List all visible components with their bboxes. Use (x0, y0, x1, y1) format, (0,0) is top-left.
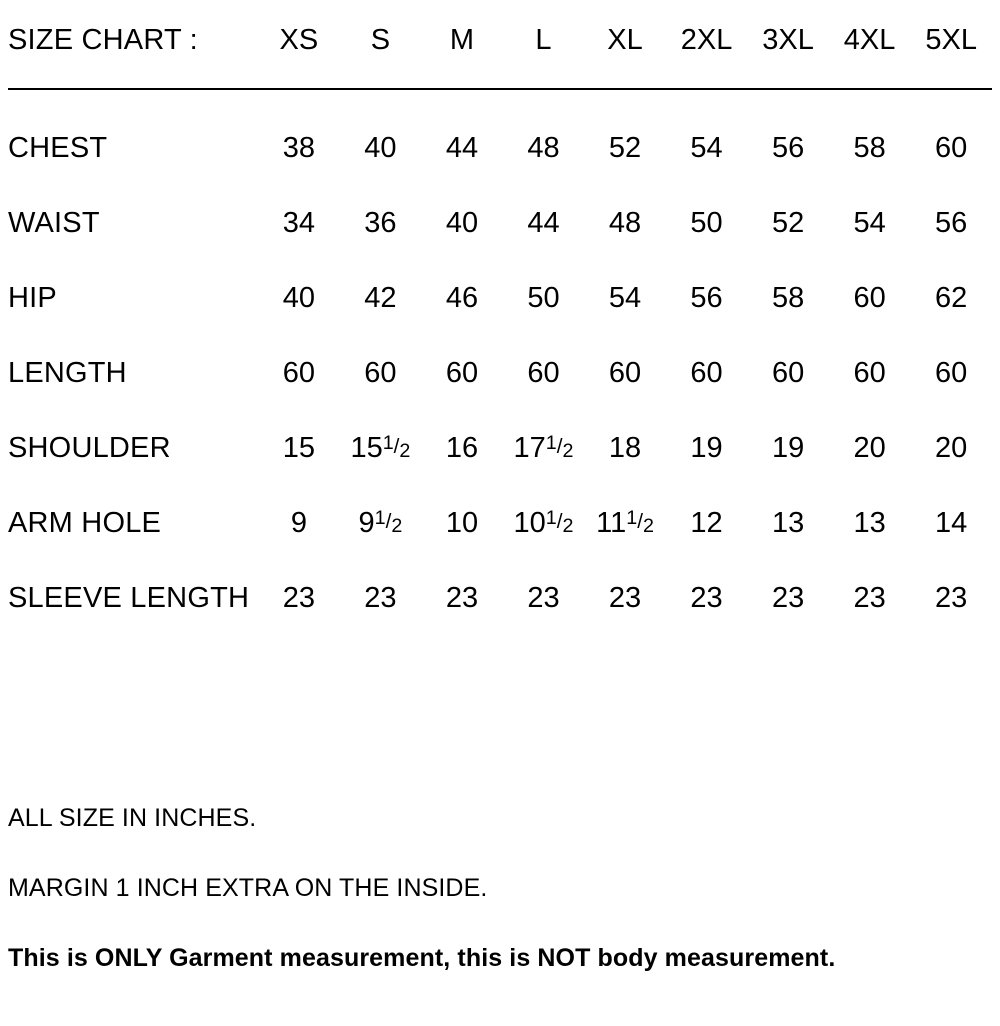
column-header-l: L (535, 24, 552, 56)
note-garment-measurement: This is ONLY Garment measurement, this is NOT body measurement. (8, 944, 836, 972)
cell-value: 36 (364, 207, 397, 239)
cell-value: 58 (853, 132, 886, 164)
cell-value: 52 (608, 132, 642, 164)
cell-value: 56 (771, 132, 805, 164)
cell-value: 23 (364, 582, 397, 614)
cell-value: 14 (935, 507, 968, 539)
cell-value: 48 (527, 132, 560, 164)
cell-value: 40 (445, 207, 479, 239)
cell-value: 60 (608, 357, 642, 389)
cell-value: 10 (445, 507, 479, 539)
cell-value: 44 (527, 207, 560, 239)
size-chart-document (0, 26, 1000, 1026)
row-label: LENGTH (8, 357, 127, 389)
size-chart-table (8, 26, 992, 659)
cell-value: 19 (771, 432, 805, 464)
cell-value: 23 (527, 582, 560, 614)
cell-value: 52 (771, 207, 805, 239)
cell-value: 13 (853, 507, 886, 539)
cell-value: 19 (690, 432, 723, 464)
column-header-5xl: 5XL (925, 24, 977, 56)
cell-value: 60 (771, 357, 805, 389)
note-units: ALL SIZE IN INCHES. (8, 804, 257, 832)
cell-value: 42 (364, 282, 397, 314)
table-body (8, 134, 992, 659)
cell-value: 56 (690, 282, 723, 314)
table-row (8, 359, 992, 434)
row-label: CHEST (8, 132, 108, 164)
cell-value: 101/2 (513, 506, 574, 539)
header-divider-row (8, 78, 992, 90)
column-header-3xl: 3XL (762, 24, 814, 56)
cell-value: 40 (364, 132, 397, 164)
column-header-xl: XL (607, 24, 643, 56)
cell-value: 60 (853, 282, 886, 314)
row-label: HIP (8, 282, 57, 314)
column-header-xs: XS (279, 24, 319, 56)
table-row (8, 434, 992, 509)
cell-value: 9 (290, 507, 307, 539)
cell-value: 23 (608, 582, 642, 614)
cell-value: 60 (445, 357, 479, 389)
column-header-s: S (370, 24, 391, 56)
table-header-row (8, 26, 992, 78)
table-row (8, 584, 992, 659)
cell-value: 60 (364, 357, 397, 389)
cell-value: 44 (445, 132, 479, 164)
note-margin: MARGIN 1 INCH EXTRA ON THE INSIDE. (8, 874, 488, 902)
cell-value: 18 (608, 432, 642, 464)
cell-value: 54 (690, 132, 723, 164)
cell-value: 20 (853, 432, 886, 464)
row-label: SHOULDER (8, 432, 171, 464)
cell-value: 23 (771, 582, 805, 614)
cell-value: 23 (445, 582, 479, 614)
column-header-m: M (449, 24, 475, 56)
cell-value: 171/2 (513, 431, 574, 464)
cell-value: 60 (853, 357, 886, 389)
cell-value: 151/2 (350, 431, 411, 464)
cell-value: 23 (853, 582, 886, 614)
cell-value: 60 (282, 357, 316, 389)
header-spacer-row (8, 90, 992, 134)
cell-value: 46 (445, 282, 479, 314)
cell-value: 20 (935, 432, 968, 464)
table-row (8, 209, 992, 284)
column-header-4xl: 4XL (843, 24, 896, 56)
cell-value: 60 (527, 357, 560, 389)
row-label: ARM HOLE (8, 507, 162, 539)
cell-value: 60 (690, 357, 723, 389)
header-spacer-cell (8, 90, 992, 134)
cell-value: 13 (771, 507, 805, 539)
header-divider-cell (8, 78, 992, 90)
cell-value: 58 (771, 282, 805, 314)
cell-value: 60 (935, 132, 968, 164)
cell-value: 23 (935, 582, 968, 614)
cell-value: 38 (282, 132, 316, 164)
chart-title: SIZE CHART : (8, 24, 198, 56)
table-row (8, 284, 992, 359)
cell-value: 40 (282, 282, 316, 314)
cell-value: 50 (527, 282, 560, 314)
cell-value: 12 (690, 507, 723, 539)
row-label: SLEEVE LENGTH (8, 582, 250, 614)
notes-block (8, 806, 988, 971)
cell-value: 34 (282, 207, 316, 239)
column-header-2xl: 2XL (680, 24, 733, 56)
cell-value: 54 (853, 207, 886, 239)
cell-value: 48 (608, 207, 642, 239)
cell-value: 54 (608, 282, 642, 314)
cell-value: 23 (282, 582, 316, 614)
cell-value: 62 (935, 282, 968, 314)
cell-value: 23 (690, 582, 723, 614)
cell-value: 50 (690, 207, 723, 239)
cell-value: 56 (935, 207, 968, 239)
cell-value: 91/2 (358, 506, 403, 539)
cell-value: 60 (935, 357, 968, 389)
cell-value: 16 (445, 432, 479, 464)
table-row (8, 509, 992, 584)
row-label: WAIST (8, 207, 100, 239)
cell-value: 111/2 (596, 506, 654, 539)
cell-value: 15 (282, 432, 316, 464)
table-row (8, 134, 992, 209)
